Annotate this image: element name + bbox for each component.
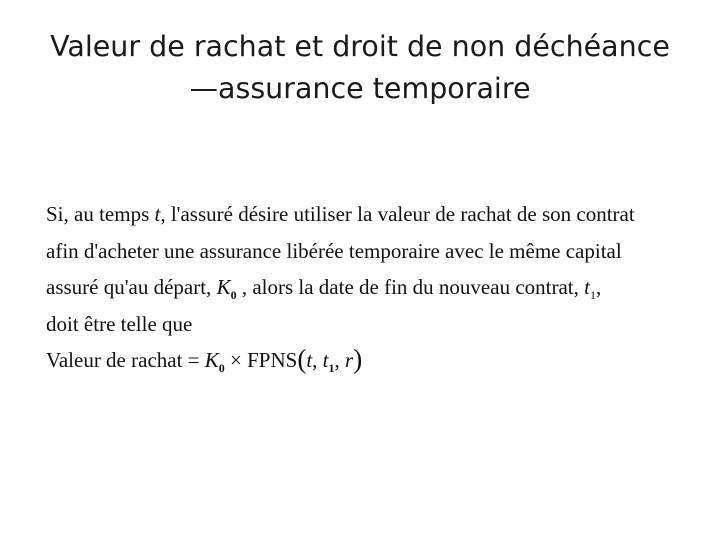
- argument-t1-subscript: 1: [328, 361, 335, 375]
- equation-K-subscript: 0: [218, 361, 225, 375]
- equation-K: K: [204, 348, 219, 372]
- equals-sign: =: [182, 348, 205, 372]
- paragraph-line-4: doit être telle que: [46, 311, 193, 336]
- slide-title: [0, 26, 720, 110]
- variable-K: K: [216, 275, 231, 299]
- text-segment: Si, au temps: [46, 202, 155, 226]
- subscript-1: 1: [589, 288, 596, 302]
- paragraph-line-1: [46, 196, 686, 233]
- comma: ,: [334, 348, 346, 372]
- text-segment: ,: [595, 275, 602, 299]
- variable-t: t: [154, 202, 161, 226]
- slide-body: [46, 196, 686, 379]
- comma: ,: [312, 348, 323, 372]
- times-sign: ×: [224, 348, 248, 372]
- close-paren: ): [353, 344, 363, 374]
- paragraph-line-3: [46, 269, 686, 306]
- equation-lhs: Valeur de rachat: [46, 348, 183, 372]
- argument-r: r: [345, 348, 354, 372]
- text-segment: , l'assuré désire utiliser la valeur de rachat de son contrat: [160, 202, 635, 226]
- variable-t1: t: [584, 275, 590, 299]
- slide-title-line-1: Valeur de rachat et droit de non déchéance: [50, 30, 670, 63]
- open-paren: (: [297, 344, 307, 374]
- argument-t1: t: [322, 348, 329, 372]
- slide-title-line-2: —assurance temporaire: [189, 72, 531, 105]
- subscript-0: 0: [230, 288, 237, 302]
- function-name: FPNS: [247, 348, 298, 372]
- argument-t: t: [306, 348, 313, 372]
- text-segment: assuré qu'au départ,: [46, 275, 217, 299]
- paragraph-line-2: afin d'acheter une assurance libérée temporaire avec le même capital: [46, 238, 622, 263]
- equation: [46, 342, 686, 379]
- text-segment: , alors la date de fin du nouveau contrat,: [236, 275, 585, 299]
